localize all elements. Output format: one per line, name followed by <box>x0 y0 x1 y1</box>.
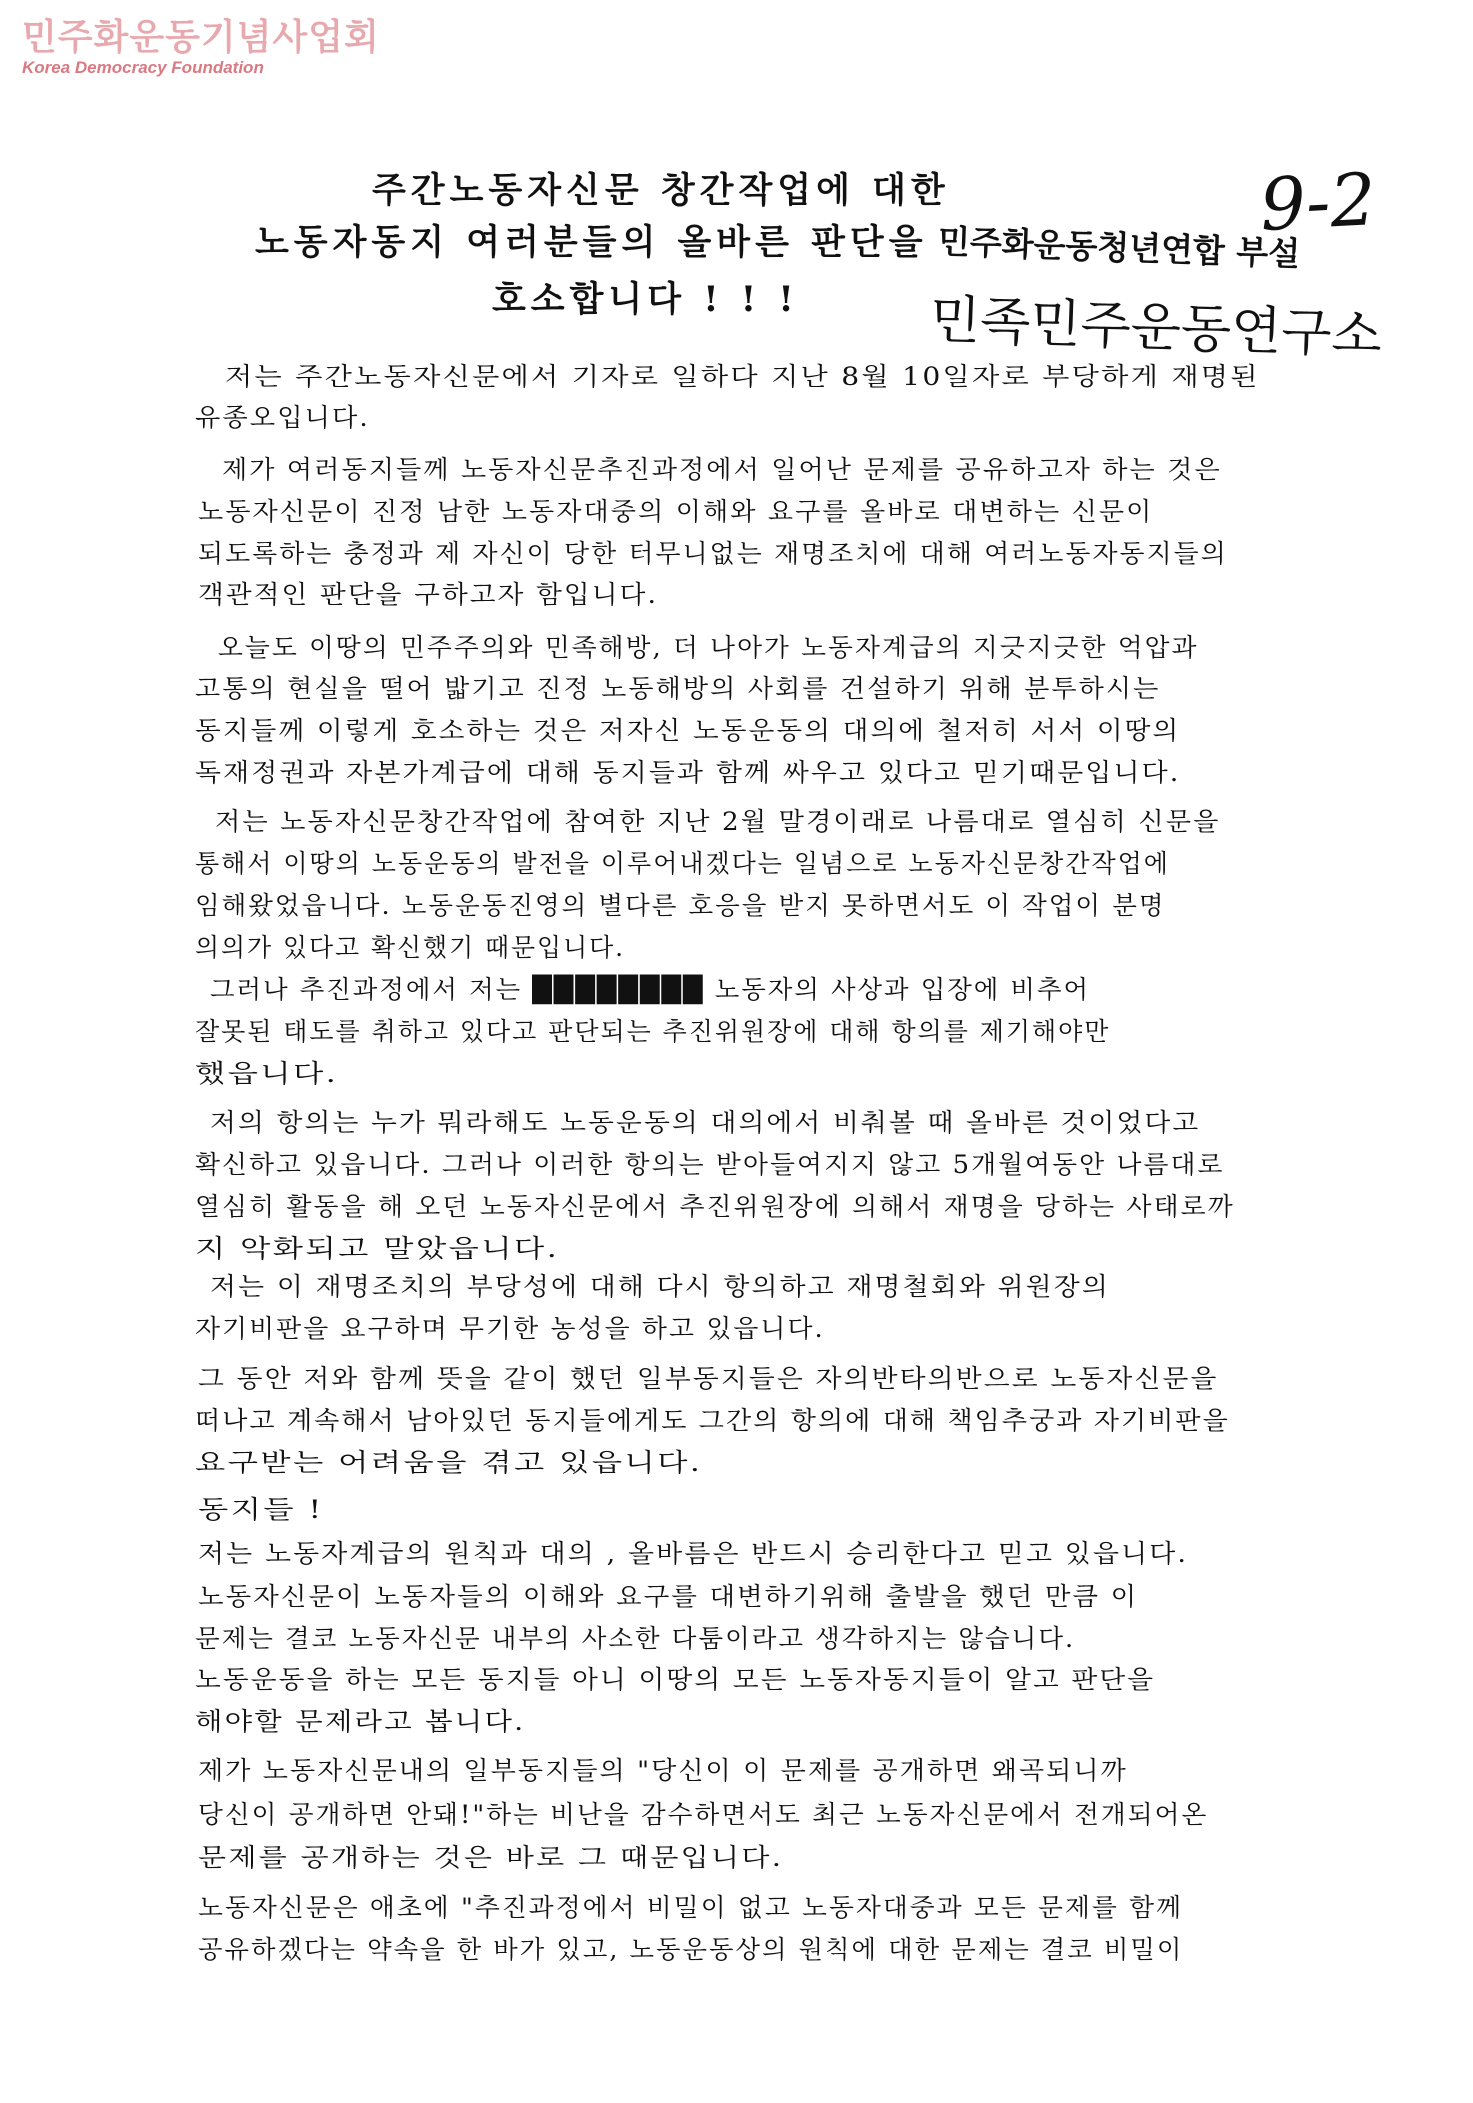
body-line: 그 동안 저와 함께 뜻을 같이 했던 일부동지들은 자의반타의반으로 노동자신문을 <box>198 1364 1219 1393</box>
body-line: 문제를 공개하는 것은 바로 그 때문입니다. <box>198 1843 784 1872</box>
body-line: 독재정권과 자본가계급에 대해 동지들과 함께 싸우고 있다고 믿기때문입니다. <box>195 758 1181 787</box>
body-line: 그러나 추진과정에서 저는 ████████ 노동자의 사상과 입장에 비추어 <box>210 975 1091 1004</box>
title-line-1: 주간노동자신문 창간작업에 대한 <box>372 170 950 211</box>
body-line: 노동자신문이 진정 남한 노동자대중의 이해와 요구를 올바로 대변하는 신문이 <box>198 497 1154 526</box>
body-line: 노동자신문은 애초에 "추진과정에서 비밀이 없고 노동자대중과 모든 문제를 함께 <box>198 1893 1184 1922</box>
body-line: 노동자신문이 노동자들의 이해와 요구를 대변하기위해 출발을 했던 만큼 이 <box>198 1582 1139 1611</box>
body-line: 떠나고 계속해서 남아있던 동지들에게도 그간의 항의에 대해 책임추궁과 자기비판을 <box>195 1406 1230 1435</box>
body-line: 했읍니다. <box>195 1059 339 1088</box>
body-line: 노동운동을 하는 모든 동지들 아니 이땅의 모든 노동자동지들이 알고 판단을 <box>195 1665 1156 1694</box>
title-line-3: 호소합니다 ! ! ! <box>492 279 799 320</box>
body-line: 의의가 있다고 확신했기 때문입니다. <box>195 933 626 962</box>
body-line: 열심히 활동을 해 오던 노동자신문에서 추진위원장에 의해서 재명을 당하는 사태로까 <box>195 1192 1235 1221</box>
body-line: 임해왔었읍니다. 노동운동진영의 별다른 호응을 받지 못하면서도 이 작업이 분명 <box>195 891 1166 920</box>
body-line: 제가 노동자신문내의 일부동지들의 "당신이 이 문제를 공개하면 왜곡되니까 <box>198 1756 1128 1785</box>
watermark-english: Korea Democracy Foundation <box>22 58 264 77</box>
body-line: 오늘도 이땅의 민주주의와 민족해방, 더 나아가 노동자계급의 지긋지긋한 억압과 <box>218 633 1199 662</box>
body-line: 되도록하는 충정과 제 자신이 당한 터무니없는 재명조치에 대해 여러노동자동지들의 <box>198 539 1228 568</box>
body-line: 고통의 현실을 떨어 밟기고 진정 노동해방의 사회를 건설하기 위해 분투하시는 <box>195 674 1161 703</box>
stamp-organization: 민주화운동청년연합 부설 <box>937 221 1301 274</box>
watermark-korean: 민주화운동기념사업회 <box>22 17 380 58</box>
page-number: 9-2 <box>1257 157 1379 247</box>
watermark <box>22 18 380 78</box>
body-line: 객관적인 판단을 구하고자 함입니다. <box>198 580 659 609</box>
body-line: 저는 노동자계급의 원칙과 대의 , 올바름은 반드시 승리한다고 믿고 있읍니다. <box>198 1539 1189 1568</box>
body-line: 저는 이 재명조치의 부당성에 대해 다시 항의하고 재명철회와 위원장의 <box>210 1272 1110 1301</box>
body-line: 확신하고 있읍니다. 그러나 이러한 항의는 받아들여지지 않고 5개월여동안 나름대로 <box>195 1150 1225 1179</box>
body-line: 동지들께 이렇게 호소하는 것은 저자신 노동운동의 대의에 철저히 서서 이땅의 <box>195 716 1181 745</box>
body-line: 저는 노동자신문창간작업에 참여한 지난 2월 말경이래로 나름대로 열심히 신문을 <box>215 807 1221 836</box>
body-line: 저는 주간노동자신문에서 기자로 일하다 지난 8월 10일자로 부당하게 재명된 <box>225 362 1260 391</box>
body-line: 자기비판을 요구하며 무기한 농성을 하고 있읍니다. <box>195 1314 825 1343</box>
stamp-institute: 민족민주운동연구소 <box>928 290 1383 366</box>
body-line: 잘못된 태도를 취하고 있다고 판단되는 추진위원장에 대해 항의를 제기해야만 <box>195 1017 1111 1046</box>
body-line: 유종오입니다. <box>195 403 370 432</box>
body-line: 저의 항의는 누가 뭐라해도 노동운동의 대의에서 비춰볼 때 올바른 것이었다고 <box>210 1108 1201 1137</box>
body-line: 통해서 이땅의 노동운동의 발전을 이루어내겠다는 일념으로 노동자신문창간작업에 <box>195 849 1170 878</box>
body-line: 문제는 결코 노동자신문 내부의 사소한 다툼이라고 생각하지는 않습니다. <box>195 1624 1076 1653</box>
title-line-2: 노동자동지 여러분들의 올바른 판단을 <box>255 222 928 263</box>
body-line: 당신이 공개하면 안돼!"하는 비난을 감수하면서도 최근 노동자신문에서 전개되어온 <box>198 1800 1209 1829</box>
body-line: 공유하겠다는 약속을 한 바가 있고, 노동운동상의 원칙에 대한 문제는 결코 비밀이 <box>198 1935 1184 1964</box>
body-line: 요구받는 어려움을 겪고 있읍니다. <box>195 1448 703 1477</box>
body-line: 동지들 ! <box>198 1495 324 1524</box>
body-line: 해야할 문제라고 봅니다. <box>195 1707 526 1736</box>
body-line: 지 악화되고 말았읍니다. <box>195 1234 560 1263</box>
body-line: 제가 여러동지들께 노동자신문추진과정에서 일어난 문제를 공유하고자 하는 것은 <box>222 455 1222 484</box>
